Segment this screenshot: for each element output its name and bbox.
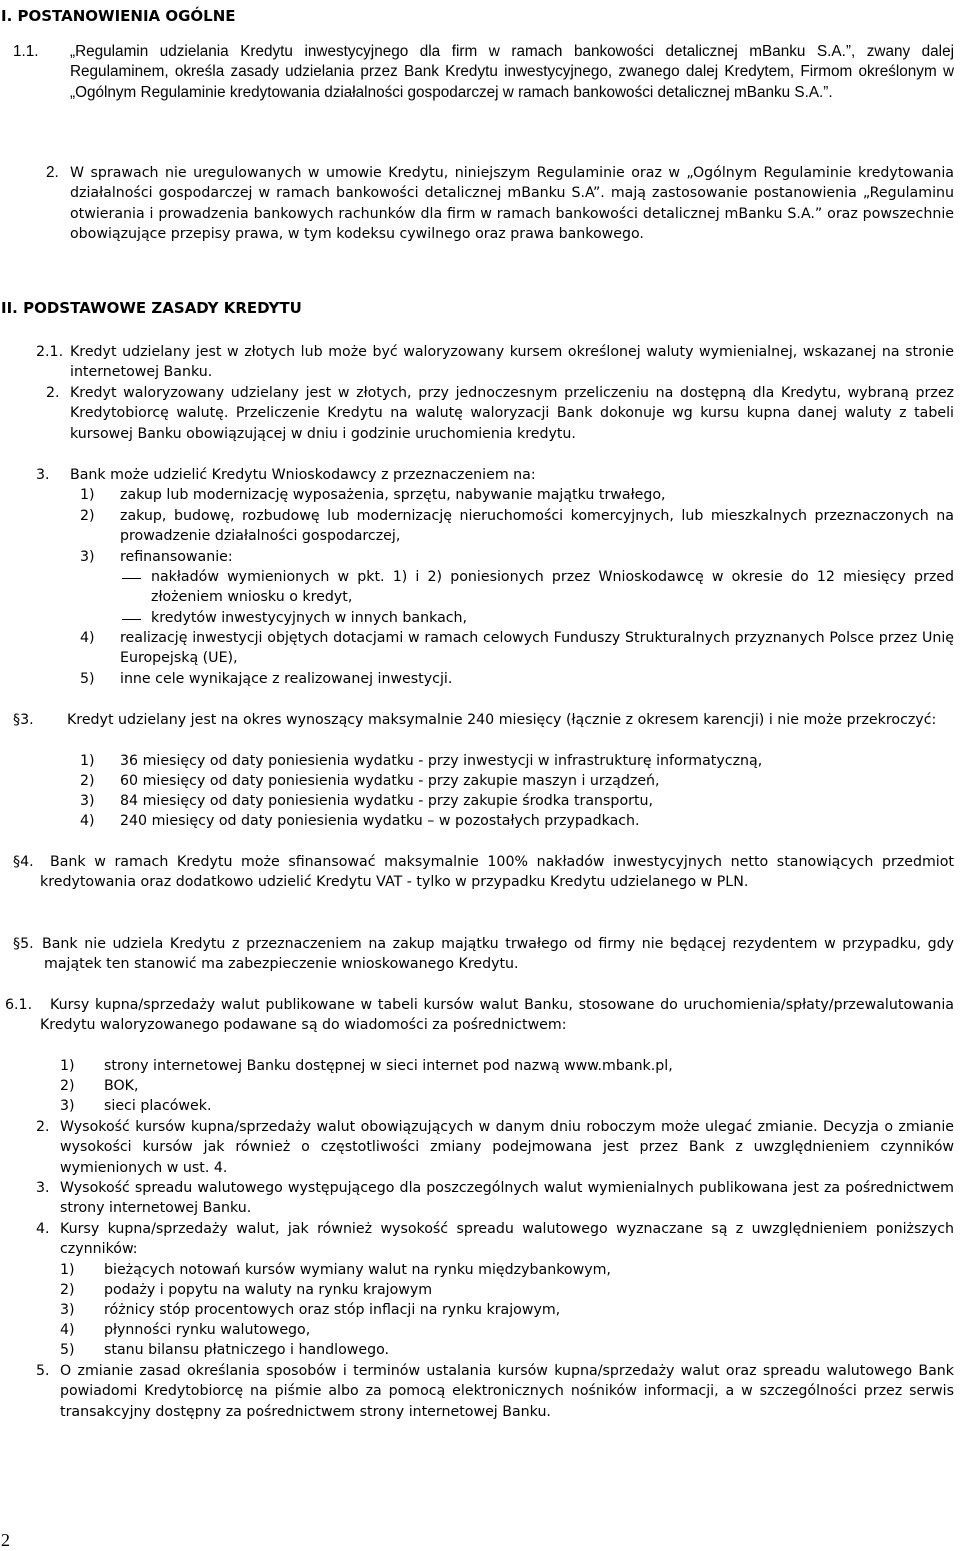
list-item: podaży i popytu na waluty na rynku krajowym <box>104 1282 433 1298</box>
paragraph-5: Bank nie udziela Kredytu z przeznaczeniem na zakup majątku trwałego od firmy nie będącej rezydentem w przypadku, gdy majątek ten stanowić ma zabezpieczenie wnioskowanego Kredytu. <box>42 936 954 973</box>
paragraph-number: 2. <box>46 385 60 401</box>
paragraph-6-3: Wysokość spreadu walutowego występującego dla poszczególnych walut wymienialnych publikowana jest za pośrednictwem strony internetowej Banku. <box>60 1180 954 1217</box>
list-item-number: 1) <box>80 487 95 503</box>
dash-bullet <box>122 578 141 579</box>
list-item-number: 2) <box>60 1078 75 1094</box>
list-item: płynności rynku walutowego, <box>104 1322 311 1338</box>
list-item: zakup lub modernizację wyposażenia, sprzętu, nabywanie majątku trwałego, <box>120 487 666 503</box>
list-item: 240 miesięcy od daty poniesienia wydatku – w pozostałych przypadkach. <box>120 813 640 829</box>
paragraph-6-5: O zmianie zasad określania sposobów i terminów ustalania kursów kupna/sprzedaży walut oraz spreadu walutowego Bank powiadomi Kredytobiorcę na piśmie albo za pomocą elektronicznych nośników informacji, a w szczególności przez serwis transakcyjny dostępny za pośrednictwem strony internetowej Banku. <box>60 1363 954 1420</box>
dash-list-item: kredytów inwestycyjnych w innych bankach, <box>151 610 468 626</box>
paragraph-number: 2. <box>46 164 59 181</box>
list-item: różnicy stóp procentowych oraz stóp inflacji na rynku krajowym, <box>104 1302 561 1318</box>
list-item-number: 3) <box>60 1098 75 1114</box>
paragraph-6-2: Wysokość kursów kupna/sprzedaży walut obowiązujących w danym dniu roboczym może ulegać zmianie. Decyzja o zmianie wysokości kursów jak również o częstotliwości zmiany podejmowana jest przez Bank z uwzględnieniem czynników wymienionych w ust. 4. <box>60 1119 954 1176</box>
list-item-number: 1) <box>80 753 95 769</box>
paragraph-1-1: „Regulamin udzielania Kredytu inwestycyjnego dla firm w ramach bankowości detalicznej mBanku S.A.”, zwany dalej Regulaminem, określa zasady udzielania przez Bank Kredytu inwestycyjnego, zwanego dalej Kredytem, Firmom określonym w „Ogólnym Regulaminie kredytowania działalności gospodarczej w ramach bankowości detalicznej mBanku S.A.”. <box>70 43 954 101</box>
paragraph-number: 1.1. <box>13 43 39 60</box>
paragraph-3 <box>40 710 954 730</box>
list-item-number: 1) <box>60 1262 75 1278</box>
list-item-number: 3) <box>60 1302 75 1318</box>
paragraph-6-1: Kursy kupna/sprzedaży walut publikowane w tabeli kursów walut Banku, stosowane do uruchomienia/spłaty/przewalutowania Kredytu waloryzowanego podawane są do wiadomości za pośrednictwem: <box>40 997 954 1034</box>
list-item-number: 5) <box>60 1342 75 1358</box>
dash-list-item: nakładów wymienionych w pkt. 1) i 2) poniesionych przez Wnioskodawcę w okresie do 12 miesięcy przed złożeniem wniosku o kredyt, <box>151 569 954 606</box>
list-item: 84 miesięcy od daty poniesienia wydatku - przy zakupie środka transportu, <box>120 793 654 809</box>
list-item: BOK, <box>104 1078 139 1094</box>
list-item: inne cele wynikające z realizowanej inwestycji. <box>120 671 453 687</box>
list-item-number: 3) <box>80 793 95 809</box>
list-item: 60 miesięcy od daty poniesienia wydatku - przy zakupie maszyn i urządzeń, <box>120 773 660 789</box>
section-heading-2 <box>1 298 302 318</box>
paragraph-3-text: Kredyt udzielany jest na okres wynoszący maksymalnie 240 miesięcy (łącznie z okresem karencji) i nie może przekroczyć: <box>67 712 937 728</box>
paragraph-number: 3. <box>36 1180 50 1196</box>
paragraph-number: 5. <box>20 936 34 952</box>
list-item: bieżących notowań kursów wymiany walut na rynku międzybankowym, <box>104 1262 611 1278</box>
list-item: stanu bilansu płatniczego i handlowego. <box>104 1342 390 1358</box>
paragraph-5-mark: §5. <box>13 936 34 952</box>
paragraph-number: 3. <box>36 467 50 483</box>
paragraph-number: 5. <box>36 1363 50 1379</box>
list-item-number: 4) <box>80 813 95 829</box>
paragraph-2-2: Kredyt waloryzowany udzielany jest w złotych, przy jednoczesnym przeliczeniu na dostępną dla Kredytu, wybraną przez Kredytobiorcę walutę. Przeliczenie Kredytu na walutę waloryzacji Bank dokonuje wg kursu kupna danej waluty z tabeli kursowej Banku obowiązującej w dniu i godzinie uruchomienia kredytu. <box>70 385 954 442</box>
paragraph-number: 2. <box>36 1119 50 1135</box>
list-item-number: 1) <box>60 1058 75 1074</box>
paragraph-number: 4. <box>20 854 34 870</box>
list-item-number: 3) <box>80 549 95 565</box>
section-heading-1: I. POSTANOWIENIA OGÓLNE <box>1 7 236 25</box>
section-heading-2-number: II <box>1 299 13 317</box>
list-item-number: 2) <box>80 773 95 789</box>
paragraph-number: 3. <box>20 712 34 728</box>
paragraph-number: 4. <box>36 1221 50 1237</box>
list-item: refinansowanie: <box>120 549 233 565</box>
list-item-number: 4) <box>80 630 95 646</box>
list-item: 36 miesięcy od daty poniesienia wydatku - przy inwestycji w infrastrukturę informatyczną, <box>120 753 763 769</box>
list-item: realizację inwestycji objętych dotacjami w ramach celowych Funduszy Strukturalnych przyznanych Polsce przez Unię Europejską (UE), <box>120 630 954 667</box>
list-item: strony internetowej Banku dostępnej w sieci internet pod nazwą www.mbank.pl, <box>104 1058 673 1074</box>
paragraph-number: 2.1. <box>36 344 64 360</box>
paragraph-2-1: Kredyt udzielany jest w złotych lub może być waloryzowany kursem określonej waluty wymienialnej, wskazanej na stronie internetowej Banku. <box>70 344 954 381</box>
paragraph-3-mark: §3. <box>13 712 34 728</box>
paragraph-2-3: Bank może udzielić Kredytu Wnioskodawcy z przeznaczeniem na: <box>70 467 536 483</box>
paragraph-4-mark: §4. <box>13 854 34 870</box>
paragraph-number: 6.1. <box>5 997 33 1013</box>
list-item-number: 2) <box>60 1282 75 1298</box>
list-item-number: 2) <box>80 508 95 524</box>
paragraph-1-2: W sprawach nie uregulowanych w umowie Kredytu, niniejszym Regulaminie oraz w „Ogólnym Regulaminie kredytowania działalności gospodarczej w ramach bankowości detalicznej mBanku S.A”. mają zastosowanie postanowienia „Regulaminu otwierania i prowadzenia bankowych rachunków dla firm w ramach bankowości detalicznej mBanku S.A.” oraz powszechnie obowiązujące przepisy prawa, w tym kodeksu cywilnego oraz prawa bankowego. <box>70 165 954 243</box>
list-item-number: 5) <box>80 671 95 687</box>
list-item: sieci placówek. <box>104 1098 212 1114</box>
page-number: 2 <box>1 1530 10 1550</box>
paragraph-4: Bank w ramach Kredytu może sfinansować maksymalnie 100% nakładów inwestycyjnych netto stanowiących przedmiot kredytowania oraz dodatkowo udzielić Kredytu VAT - tylko w przypadku Kredytu udzielanego w PLN. <box>40 854 954 891</box>
list-item: zakup, budowę, rozbudowę lub modernizację nieruchomości komercyjnych, lub mieszkalnych przeznaczonych na prowadzenie działalności gospodarczej, <box>120 508 954 545</box>
dash-bullet <box>122 619 141 620</box>
paragraph-6-4: Kursy kupna/sprzedaży walut, jak również wysokość spreadu walutowego wyznaczane są z uwzględnieniem poniższych czynników: <box>60 1221 954 1258</box>
section-heading-2-title: . PODSTAWOWE ZASADY KREDYTU <box>12 299 302 317</box>
list-item-number: 4) <box>60 1322 75 1338</box>
